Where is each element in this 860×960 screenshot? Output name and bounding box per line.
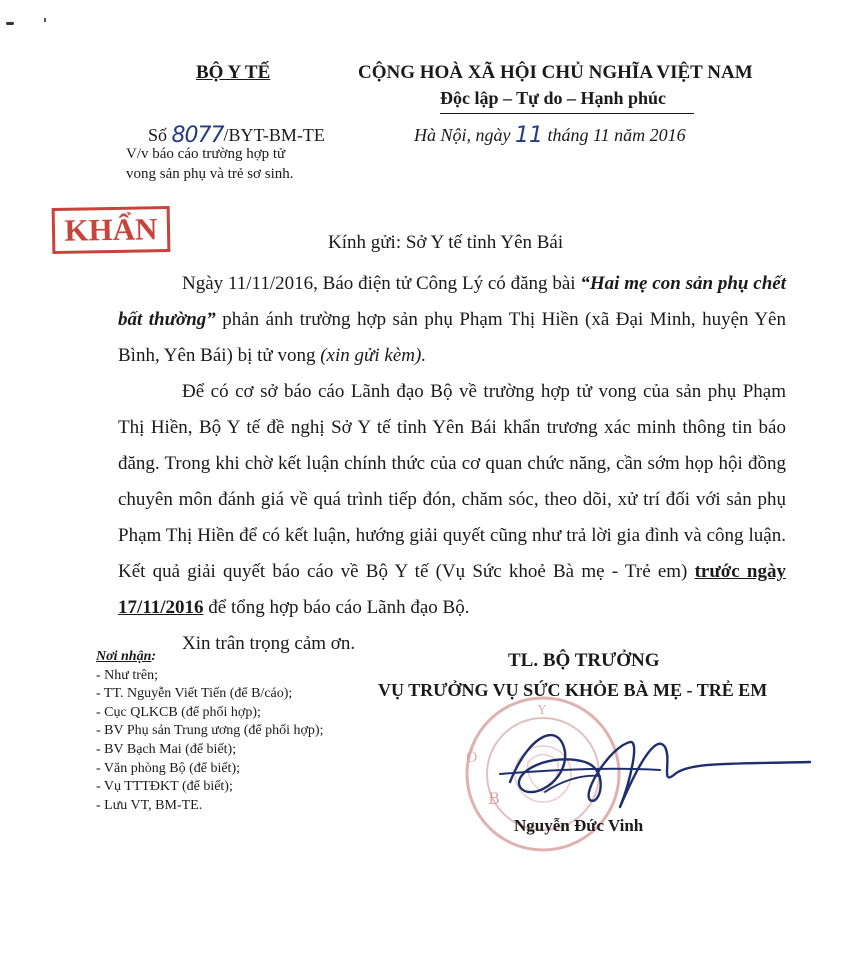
doc-no-handwritten: 8077 <box>171 123 224 148</box>
place-and-date <box>414 122 686 147</box>
p1-text-b: phản ánh trường hợp sản phụ Phạm Thị Hiền (xã Đại Minh, huyện Yên Bình, Yên Bái) bị tử vong <box>118 309 786 366</box>
article-title: “Hai mẹ con sản phụ chết bất thường” <box>118 273 787 330</box>
recipient-item: - BV Bạch Mai (để biết); <box>96 741 237 757</box>
ministry-name: BỘ Y TẾ <box>196 62 271 83</box>
recipient-item: - Văn phòng Bộ (để biết); <box>96 760 240 776</box>
svg-text:Ô: Ô <box>466 750 478 766</box>
national-motto: Độc lập – Tự do – Hạnh phúc <box>440 88 667 108</box>
place-date-prefix: Hà Nội, ngày <box>414 125 515 145</box>
recipient-item: - Lưu VT, BM-TE. <box>96 797 203 813</box>
handwritten-signature <box>490 712 820 822</box>
svg-text:Y: Y <box>538 703 546 717</box>
deadline: trước ngày 17/11/2016 <box>118 561 786 618</box>
scan-speck <box>44 18 46 22</box>
p2-text-a: Để có cơ sở báo cáo Lãnh đạo Bộ về trường hợp tử vong của sản phụ Phạm Thị Hiền, Bộ Y tế đề nghị Sở Y tế tỉnh Yên Bái khẩn trương xác minh thông tin báo đăng. Trong khi chờ kết luận chính thức của cơ quan chức năng, cần sớm họp hội đồng chuyên môn đánh giá về quá trình tiếp đón, chăm sóc, theo dõi, xử trí đối với sản phụ Phạm Thị Hiền để có kết luận, hướng giải quyết cũng như trả lời gia đình và công luận. Kết quả giải quyết báo cáo về Bộ Y tế (Vụ Sức khoẻ Bà mẹ - Trẻ em) <box>118 381 786 582</box>
doc-no-prefix: Số <box>148 125 172 145</box>
motto-underline <box>440 113 694 114</box>
paragraph-3: Xin trân trọng cảm ơn. <box>182 633 356 654</box>
recipients-list <box>96 648 324 815</box>
p1-text-a: Ngày 11/11/2016, Báo điện tử Công Lý có đăng bài <box>182 273 581 294</box>
recipients-title-colon: : <box>151 649 157 664</box>
recipient-item: - Vụ TTTĐKT (để biết); <box>96 779 233 795</box>
paragraph-2 <box>118 374 786 626</box>
doc-no-suffix: /BYT-BM-TE <box>223 125 325 145</box>
recipients-heading <box>96 648 324 667</box>
recipients-title: Nơi nhận <box>96 649 152 664</box>
recipient-item: - Cục QLKCB (để phối hợp); <box>96 704 261 720</box>
place-date-suffix: tháng 11 năm 2016 <box>543 125 686 145</box>
date-day-handwritten: 11 <box>515 123 543 148</box>
nation-title: CỘNG HOÀ XÃ HỘI CHỦ NGHĨA VIỆT NAM <box>358 62 753 83</box>
recipient-item: - TT. Nguyễn Viết Tiến (để B/cáo); <box>96 686 293 702</box>
attachment-note: (xin gửi kèm). <box>320 345 427 366</box>
recipient-item: - Như trên; <box>96 667 159 683</box>
urgent-stamp: KHẨN <box>52 206 171 254</box>
letter-body <box>118 266 786 662</box>
paragraph-1 <box>118 266 786 374</box>
p2-text-b: để tổng hợp báo cáo Lãnh đạo Bộ. <box>203 597 470 618</box>
svg-text:B: B <box>488 789 500 808</box>
document-number <box>148 122 325 147</box>
signer-position: VỤ TRƯỞNG VỤ SỨC KHỎE BÀ MẸ - TRẺ EM <box>378 680 768 700</box>
signer-name: Nguyễn Đức Vinh <box>514 816 644 835</box>
subject-line-2: vong sản phụ và trẻ sơ sinh. <box>126 166 294 182</box>
recipient-item: - BV Phụ sản Trung ương (để phối hợp); <box>96 723 324 739</box>
scan-speck <box>6 22 14 25</box>
signing-authority: TL. BỘ TRƯỞNG <box>508 650 660 671</box>
subject-line-1: V/v báo cáo trường hợp tử <box>126 146 286 162</box>
addressee: Kính gửi: Sở Y tế tỉnh Yên Bái <box>328 232 564 253</box>
